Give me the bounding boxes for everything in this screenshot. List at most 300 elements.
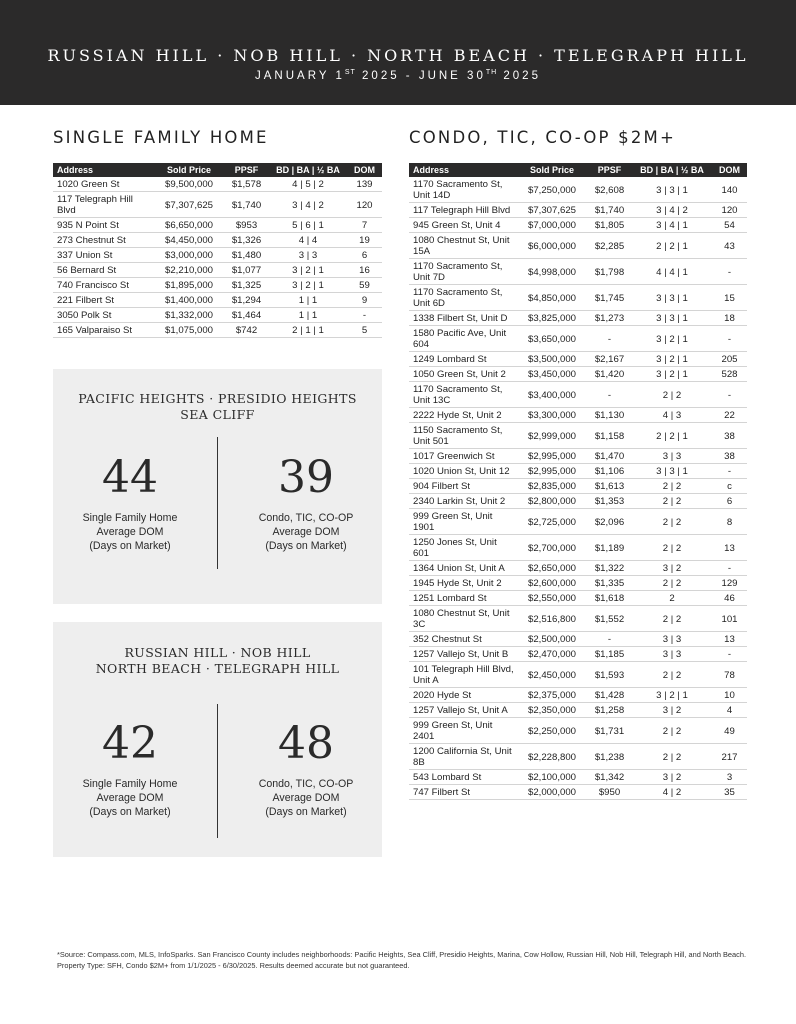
table-cell: $2,608 bbox=[587, 177, 632, 203]
table-cell: 165 Valparaiso St bbox=[53, 323, 154, 338]
condo-column-header: DOM bbox=[712, 163, 747, 177]
table-cell: $1,158 bbox=[587, 423, 632, 449]
table-cell: 528 bbox=[712, 367, 747, 382]
table-cell: 10 bbox=[712, 688, 747, 703]
table-row bbox=[53, 278, 382, 293]
date-end-year: 2025 bbox=[497, 70, 541, 82]
table-row bbox=[409, 233, 747, 259]
table-row bbox=[409, 494, 747, 509]
label-line: Average DOM bbox=[96, 526, 164, 538]
table-cell: 2 | 2 bbox=[632, 479, 712, 494]
table-row bbox=[409, 382, 747, 408]
table-cell: 3 | 2 bbox=[632, 770, 712, 785]
table-row bbox=[409, 423, 747, 449]
condo-table-header-row bbox=[409, 163, 747, 177]
table-row bbox=[409, 647, 747, 662]
table-cell: 352 Chestnut St bbox=[409, 632, 517, 647]
table-cell: $1,400,000 bbox=[154, 293, 224, 308]
condo-column-header: BD | BA | ½ BA bbox=[632, 163, 712, 177]
table-cell: - bbox=[587, 632, 632, 647]
table-cell: $1,185 bbox=[587, 647, 632, 662]
table-cell: 1 | 1 bbox=[269, 293, 347, 308]
table-cell: 3 | 3 bbox=[269, 248, 347, 263]
table-cell: $1,552 bbox=[587, 606, 632, 632]
table-row bbox=[53, 263, 382, 278]
table-cell: $2,210,000 bbox=[154, 263, 224, 278]
table-cell: $1,294 bbox=[224, 293, 269, 308]
table-row bbox=[409, 311, 747, 326]
table-cell: $1,189 bbox=[587, 535, 632, 561]
table-cell: 2 bbox=[632, 591, 712, 606]
table-cell: $1,353 bbox=[587, 494, 632, 509]
table-cell: 1020 Green St bbox=[53, 177, 154, 192]
table-cell: 120 bbox=[712, 203, 747, 218]
condo-column-header: PPSF bbox=[587, 163, 632, 177]
date-start: JANUARY 1 bbox=[255, 70, 345, 82]
table-cell: $950 bbox=[587, 785, 632, 800]
table-cell: $2,516,800 bbox=[517, 606, 587, 632]
condo-column-header: Sold Price bbox=[517, 163, 587, 177]
table-row bbox=[409, 218, 747, 233]
table-row bbox=[409, 744, 747, 770]
dom-box-1-condo-stat bbox=[231, 453, 381, 553]
condo-table bbox=[409, 163, 747, 800]
table-cell: $2,100,000 bbox=[517, 770, 587, 785]
table-cell: 7 bbox=[347, 218, 382, 233]
label-line: (Days on Market) bbox=[265, 806, 347, 818]
table-cell: 2020 Hyde St bbox=[409, 688, 517, 703]
table-cell: 4 | 3 bbox=[632, 408, 712, 423]
table-row bbox=[409, 561, 747, 576]
table-cell: 4 | 2 bbox=[632, 785, 712, 800]
table-row bbox=[53, 293, 382, 308]
table-cell: 1257 Vallejo St, Unit B bbox=[409, 647, 517, 662]
table-cell: $2,995,000 bbox=[517, 464, 587, 479]
table-cell: $1,578 bbox=[224, 177, 269, 192]
table-cell: 6 bbox=[712, 494, 747, 509]
table-cell: $3,500,000 bbox=[517, 352, 587, 367]
table-cell: 3 | 3 | 1 bbox=[632, 285, 712, 311]
table-cell: $1,464 bbox=[224, 308, 269, 323]
table-cell: 4 | 5 | 2 bbox=[269, 177, 347, 192]
table-cell: 1017 Greenwich St bbox=[409, 449, 517, 464]
dom-box-2-condo-stat bbox=[231, 719, 381, 819]
table-cell: 2 | 2 bbox=[632, 382, 712, 408]
table-cell: 49 bbox=[712, 718, 747, 744]
table-cell: $1,273 bbox=[587, 311, 632, 326]
page-header bbox=[0, 0, 796, 105]
table-cell: $1,480 bbox=[224, 248, 269, 263]
table-cell: 1250 Jones St, Unit 601 bbox=[409, 535, 517, 561]
table-cell: $1,325 bbox=[224, 278, 269, 293]
table-cell: $4,998,000 bbox=[517, 259, 587, 285]
table-cell: $6,000,000 bbox=[517, 233, 587, 259]
table-cell: 117 Telegraph Hill Blvd bbox=[409, 203, 517, 218]
table-row bbox=[409, 662, 747, 688]
dom-box-1-sfh-stat bbox=[55, 453, 205, 553]
table-cell: 3 | 4 | 2 bbox=[632, 203, 712, 218]
table-row bbox=[409, 785, 747, 800]
table-cell: $1,326 bbox=[224, 233, 269, 248]
table-cell: 2 | 2 | 1 bbox=[632, 423, 712, 449]
table-cell: - bbox=[587, 382, 632, 408]
table-cell: - bbox=[712, 647, 747, 662]
table-cell: 3 | 2 | 1 bbox=[269, 263, 347, 278]
table-row bbox=[409, 632, 747, 647]
table-cell: $2,096 bbox=[587, 509, 632, 535]
table-cell: $1,593 bbox=[587, 662, 632, 688]
table-cell: - bbox=[712, 382, 747, 408]
table-cell: 1 | 1 bbox=[269, 308, 347, 323]
table-cell: - bbox=[712, 326, 747, 352]
table-row bbox=[53, 192, 382, 218]
dom-box-2-sfh-stat bbox=[55, 719, 205, 819]
dom-box-2-condo-label bbox=[231, 777, 381, 819]
table-row bbox=[409, 576, 747, 591]
table-cell: $1,106 bbox=[587, 464, 632, 479]
table-cell: $2,700,000 bbox=[517, 535, 587, 561]
table-cell: 2 | 2 bbox=[632, 718, 712, 744]
table-cell: 117 Telegraph Hill Blvd bbox=[53, 192, 154, 218]
label-line: Single Family Home bbox=[82, 512, 178, 524]
table-cell: 1150 Sacramento St, Unit 501 bbox=[409, 423, 517, 449]
table-cell: $7,307,625 bbox=[154, 192, 224, 218]
table-cell: 5 bbox=[347, 323, 382, 338]
table-row bbox=[409, 703, 747, 718]
table-row bbox=[409, 449, 747, 464]
table-cell: - bbox=[587, 326, 632, 352]
table-cell: $742 bbox=[224, 323, 269, 338]
label-line: Single Family Home bbox=[82, 778, 178, 790]
table-cell: $3,000,000 bbox=[154, 248, 224, 263]
table-cell: $7,250,000 bbox=[517, 177, 587, 203]
table-cell: $4,450,000 bbox=[154, 233, 224, 248]
table-cell: 2340 Larkin St, Unit 2 bbox=[409, 494, 517, 509]
table-cell: 5 | 6 | 1 bbox=[269, 218, 347, 233]
table-cell: 120 bbox=[347, 192, 382, 218]
date-middle: 2025 - JUNE 30 bbox=[355, 70, 486, 82]
table-cell: $2,835,000 bbox=[517, 479, 587, 494]
table-cell: $1,618 bbox=[587, 591, 632, 606]
dom-box-2-title bbox=[53, 645, 382, 677]
table-cell: 59 bbox=[347, 278, 382, 293]
table-row bbox=[409, 203, 747, 218]
label-line: (Days on Market) bbox=[265, 540, 347, 552]
table-cell: 43 bbox=[712, 233, 747, 259]
sfh-table-header-row bbox=[53, 163, 382, 177]
table-cell: 3 bbox=[712, 770, 747, 785]
table-cell: $2,228,800 bbox=[517, 744, 587, 770]
table-cell: 9 bbox=[347, 293, 382, 308]
table-cell: 1364 Union St, Unit A bbox=[409, 561, 517, 576]
dom-box-pacific-heights bbox=[53, 369, 382, 604]
table-cell: 1080 Chestnut St, Unit 3C bbox=[409, 606, 517, 632]
table-cell: $2,250,000 bbox=[517, 718, 587, 744]
table-cell: $1,895,000 bbox=[154, 278, 224, 293]
table-cell: $1,798 bbox=[587, 259, 632, 285]
table-cell: $7,000,000 bbox=[517, 218, 587, 233]
table-cell: 38 bbox=[712, 449, 747, 464]
table-cell: 140 bbox=[712, 177, 747, 203]
table-cell: 1200 California St, Unit 8B bbox=[409, 744, 517, 770]
table-cell: 139 bbox=[347, 177, 382, 192]
table-cell: 2222 Hyde St, Unit 2 bbox=[409, 408, 517, 423]
table-cell: 38 bbox=[712, 423, 747, 449]
table-cell: 3 | 3 bbox=[632, 449, 712, 464]
table-cell: 2 | 2 bbox=[632, 535, 712, 561]
table-cell: 3 | 3 bbox=[632, 632, 712, 647]
table-cell: 4 bbox=[712, 703, 747, 718]
table-cell: 221 Filbert St bbox=[53, 293, 154, 308]
table-cell: $1,075,000 bbox=[154, 323, 224, 338]
table-cell: 3 | 2 | 1 bbox=[632, 367, 712, 382]
label-line: Average DOM bbox=[96, 792, 164, 804]
table-cell: 101 bbox=[712, 606, 747, 632]
sfh-table bbox=[53, 163, 382, 338]
table-cell: 13 bbox=[712, 535, 747, 561]
table-cell: 1170 Sacramento St, Unit 7D bbox=[409, 259, 517, 285]
table-cell: $2,470,000 bbox=[517, 647, 587, 662]
table-cell: $2,285 bbox=[587, 233, 632, 259]
table-cell: 1251 Lombard St bbox=[409, 591, 517, 606]
label-line: Condo, TIC, CO-OP bbox=[258, 778, 354, 790]
table-cell: 6 bbox=[347, 248, 382, 263]
table-row bbox=[53, 323, 382, 338]
table-cell: 904 Filbert St bbox=[409, 479, 517, 494]
table-cell: 2 | 2 bbox=[632, 662, 712, 688]
table-cell: 19 bbox=[347, 233, 382, 248]
table-row bbox=[409, 408, 747, 423]
table-cell: 945 Green St, Unit 4 bbox=[409, 218, 517, 233]
table-row bbox=[53, 248, 382, 263]
sfh-column-header: Address bbox=[53, 163, 154, 177]
table-cell: 2 | 2 bbox=[632, 744, 712, 770]
table-cell: 1945 Hyde St, Unit 2 bbox=[409, 576, 517, 591]
table-cell: 46 bbox=[712, 591, 747, 606]
label-line: (Days on Market) bbox=[89, 806, 171, 818]
table-row bbox=[409, 285, 747, 311]
table-row bbox=[53, 233, 382, 248]
table-cell: 3 | 3 | 1 bbox=[632, 464, 712, 479]
table-cell: 2 | 2 | 1 bbox=[632, 233, 712, 259]
table-row bbox=[409, 591, 747, 606]
table-row bbox=[53, 218, 382, 233]
table-cell: 273 Chestnut St bbox=[53, 233, 154, 248]
table-row bbox=[409, 688, 747, 703]
sfh-column-header: DOM bbox=[347, 163, 382, 177]
dom-box-1-title bbox=[53, 391, 382, 423]
table-cell: 56 Bernard St bbox=[53, 263, 154, 278]
dom-box-1-condo-value: 39 bbox=[278, 452, 334, 503]
condo-column-header: Address bbox=[409, 163, 517, 177]
table-cell: 999 Green St, Unit 2401 bbox=[409, 718, 517, 744]
dom-box-1-sfh-value: 44 bbox=[102, 452, 158, 503]
table-cell: 78 bbox=[712, 662, 747, 688]
dom-box-2-divider bbox=[217, 704, 218, 838]
table-cell: $2,650,000 bbox=[517, 561, 587, 576]
table-cell: $1,342 bbox=[587, 770, 632, 785]
table-cell: c bbox=[712, 479, 747, 494]
table-cell: $3,400,000 bbox=[517, 382, 587, 408]
table-row bbox=[409, 259, 747, 285]
table-cell: $1,420 bbox=[587, 367, 632, 382]
table-cell: $2,167 bbox=[587, 352, 632, 367]
table-cell: $3,300,000 bbox=[517, 408, 587, 423]
table-cell: 129 bbox=[712, 576, 747, 591]
table-cell: 2 | 1 | 1 bbox=[269, 323, 347, 338]
label-line: Average DOM bbox=[272, 526, 340, 538]
table-cell: 2 | 2 bbox=[632, 509, 712, 535]
table-cell: $1,470 bbox=[587, 449, 632, 464]
table-cell: - bbox=[712, 259, 747, 285]
dom-box-1-divider bbox=[217, 437, 218, 569]
table-cell: $1,805 bbox=[587, 218, 632, 233]
table-cell: 1170 Sacramento St, Unit 6D bbox=[409, 285, 517, 311]
table-cell: $2,500,000 bbox=[517, 632, 587, 647]
table-row bbox=[409, 770, 747, 785]
header-date-range bbox=[0, 69, 796, 82]
table-cell: 18 bbox=[712, 311, 747, 326]
table-cell: - bbox=[347, 308, 382, 323]
dom-box-2-condo-value: 48 bbox=[278, 718, 334, 769]
table-cell: $1,613 bbox=[587, 479, 632, 494]
table-cell: 3 | 3 | 1 bbox=[632, 311, 712, 326]
label-line: (Days on Market) bbox=[89, 540, 171, 552]
date-end-suffix: TH bbox=[485, 69, 498, 76]
table-cell: - bbox=[712, 561, 747, 576]
table-cell: 1050 Green St, Unit 2 bbox=[409, 367, 517, 382]
table-cell: 217 bbox=[712, 744, 747, 770]
table-cell: $1,428 bbox=[587, 688, 632, 703]
table-cell: $1,322 bbox=[587, 561, 632, 576]
dom-box-1-condo-label bbox=[231, 511, 381, 553]
table-cell: $4,850,000 bbox=[517, 285, 587, 311]
table-cell: $7,307,625 bbox=[517, 203, 587, 218]
table-cell: 54 bbox=[712, 218, 747, 233]
table-row bbox=[409, 464, 747, 479]
table-cell: $2,000,000 bbox=[517, 785, 587, 800]
table-cell: $2,375,000 bbox=[517, 688, 587, 703]
table-cell: $1,332,000 bbox=[154, 308, 224, 323]
dom-box-1-title-line2: SEA CLIFF bbox=[180, 407, 255, 422]
table-cell: $2,999,000 bbox=[517, 423, 587, 449]
source-footnote: *Source: Compass.com, MLS, InfoSparks. San Francisco County includes neighborhoods: Pacific Heights, Sea Cliff, Presidio Heights, Marina, Cow Hollow, Russian Hill, Nob Hill, Telegraph Hill, and North Beach. Property Type: SFH, Condo $2M+ from 1/1/2025 - 6/30/2025. Results deemed accurate but not guaranteed. bbox=[57, 950, 747, 970]
dom-box-1-sfh-label bbox=[55, 511, 205, 553]
table-cell: 3 | 4 | 2 bbox=[269, 192, 347, 218]
table-cell: 3 | 2 bbox=[632, 561, 712, 576]
sfh-section-title: SINGLE FAMILY HOME bbox=[53, 128, 269, 147]
table-cell: $2,800,000 bbox=[517, 494, 587, 509]
table-cell: $1,731 bbox=[587, 718, 632, 744]
table-cell: 935 N Point St bbox=[53, 218, 154, 233]
table-cell: $3,450,000 bbox=[517, 367, 587, 382]
label-line: Average DOM bbox=[272, 792, 340, 804]
table-cell: 337 Union St bbox=[53, 248, 154, 263]
dom-box-1-title-line1: PACIFIC HEIGHTS · PRESIDIO HEIGHTS bbox=[78, 391, 357, 406]
table-cell: 3 | 2 | 1 bbox=[632, 326, 712, 352]
table-cell: $1,258 bbox=[587, 703, 632, 718]
table-row bbox=[409, 367, 747, 382]
dom-box-2-title-line1: RUSSIAN HILL · NOB HILL bbox=[124, 645, 311, 660]
table-cell: 1170 Sacramento St, Unit 14D bbox=[409, 177, 517, 203]
date-start-suffix: ST bbox=[344, 69, 356, 76]
table-row bbox=[409, 352, 747, 367]
table-cell: $3,650,000 bbox=[517, 326, 587, 352]
table-row bbox=[53, 308, 382, 323]
table-row bbox=[409, 479, 747, 494]
dom-box-2-sfh-value: 42 bbox=[102, 718, 158, 769]
table-cell: $1,238 bbox=[587, 744, 632, 770]
table-cell: 13 bbox=[712, 632, 747, 647]
table-cell: 3 | 3 bbox=[632, 647, 712, 662]
table-row bbox=[409, 718, 747, 744]
label-line: Condo, TIC, CO-OP bbox=[258, 512, 354, 524]
table-cell: 1580 Pacific Ave, Unit 604 bbox=[409, 326, 517, 352]
table-row bbox=[409, 177, 747, 203]
dom-box-russian-hill bbox=[53, 622, 382, 857]
table-cell: 3 | 2 | 1 bbox=[632, 688, 712, 703]
table-cell: 16 bbox=[347, 263, 382, 278]
table-cell: 1020 Union St, Unit 12 bbox=[409, 464, 517, 479]
table-row bbox=[53, 177, 382, 192]
table-cell: 3 | 4 | 1 bbox=[632, 218, 712, 233]
table-row bbox=[409, 326, 747, 352]
table-cell: 8 bbox=[712, 509, 747, 535]
sfh-column-header: BD | BA | ½ BA bbox=[269, 163, 347, 177]
table-cell: $2,450,000 bbox=[517, 662, 587, 688]
table-cell: 3 | 2 | 1 bbox=[632, 352, 712, 367]
table-cell: 3 | 2 bbox=[632, 703, 712, 718]
table-cell: 15 bbox=[712, 285, 747, 311]
table-cell: $1,335 bbox=[587, 576, 632, 591]
table-cell: 3050 Polk St bbox=[53, 308, 154, 323]
table-cell: $2,350,000 bbox=[517, 703, 587, 718]
sfh-column-header: Sold Price bbox=[154, 163, 224, 177]
table-cell: $2,550,000 bbox=[517, 591, 587, 606]
table-cell: $6,650,000 bbox=[154, 218, 224, 233]
table-cell: $1,740 bbox=[224, 192, 269, 218]
table-cell: 1170 Sacramento St, Unit 13C bbox=[409, 382, 517, 408]
table-cell: 543 Lombard St bbox=[409, 770, 517, 785]
table-row bbox=[409, 509, 747, 535]
table-cell: 2 | 2 bbox=[632, 576, 712, 591]
table-cell: $2,995,000 bbox=[517, 449, 587, 464]
table-cell: 1080 Chestnut St, Unit 15A bbox=[409, 233, 517, 259]
table-cell: 35 bbox=[712, 785, 747, 800]
table-cell: 3 | 3 | 1 bbox=[632, 177, 712, 203]
table-cell: 1338 Filbert St, Unit D bbox=[409, 311, 517, 326]
table-cell: 747 Filbert St bbox=[409, 785, 517, 800]
table-cell: $2,725,000 bbox=[517, 509, 587, 535]
table-cell: - bbox=[712, 464, 747, 479]
table-cell: $9,500,000 bbox=[154, 177, 224, 192]
header-areas: RUSSIAN HILL · NOB HILL · NORTH BEACH · TELEGRAPH HILL bbox=[47, 46, 749, 65]
table-cell: 999 Green St, Unit 1901 bbox=[409, 509, 517, 535]
table-cell: $1,130 bbox=[587, 408, 632, 423]
table-cell: $1,740 bbox=[587, 203, 632, 218]
table-cell: 101 Telegraph Hill Blvd, Unit A bbox=[409, 662, 517, 688]
table-row bbox=[409, 606, 747, 632]
table-cell: 3 | 2 | 1 bbox=[269, 278, 347, 293]
table-cell: 2 | 2 bbox=[632, 494, 712, 509]
table-cell: 1257 Vallejo St, Unit A bbox=[409, 703, 517, 718]
table-row bbox=[409, 535, 747, 561]
table-cell: 740 Francisco St bbox=[53, 278, 154, 293]
table-cell: 205 bbox=[712, 352, 747, 367]
table-cell: 1249 Lombard St bbox=[409, 352, 517, 367]
sfh-column-header: PPSF bbox=[224, 163, 269, 177]
table-cell: $3,825,000 bbox=[517, 311, 587, 326]
